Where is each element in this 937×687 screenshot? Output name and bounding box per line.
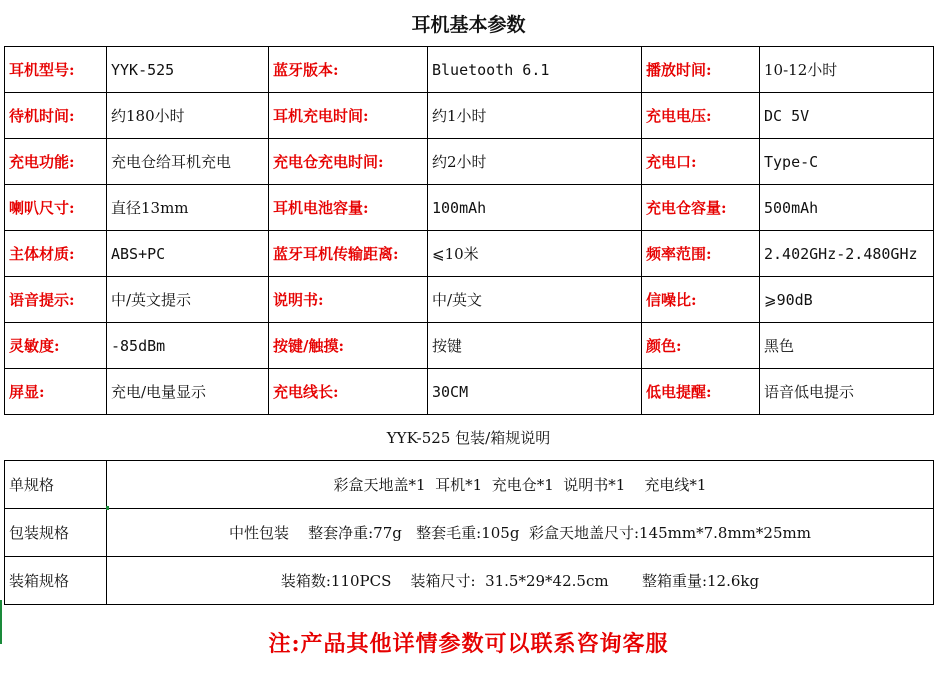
spec-value[interactable]: 约2小时	[428, 139, 642, 185]
spec-label[interactable]: 充电功能:	[5, 139, 107, 185]
spec-label[interactable]: 充电仓容量:	[642, 185, 760, 231]
spec-label[interactable]: 蓝牙版本:	[269, 47, 428, 93]
spec-value[interactable]: 充电仓给耳机充电	[107, 139, 269, 185]
spec-label[interactable]: 播放时间:	[642, 47, 760, 93]
spec-label[interactable]: 充电仓充电时间:	[269, 139, 428, 185]
spec-value[interactable]: DC 5V	[760, 93, 934, 139]
spec-row	[5, 277, 934, 323]
packing-label[interactable]: 装箱规格	[5, 557, 107, 605]
spec-row	[5, 47, 934, 93]
spec-label[interactable]: 频率范围:	[642, 231, 760, 277]
spec-value[interactable]: ABS+PC	[107, 231, 269, 277]
spec-label[interactable]: 灵敏度:	[5, 323, 107, 369]
spec-label[interactable]: 充电口:	[642, 139, 760, 185]
spec-label[interactable]: 充电电压:	[642, 93, 760, 139]
spec-value[interactable]: 中/英文提示	[107, 277, 269, 323]
spec-value[interactable]: ⩾90dB	[760, 277, 934, 323]
spec-value[interactable]: ⩽10米	[428, 231, 642, 277]
spec-label[interactable]: 充电线长:	[269, 369, 428, 415]
spec-value[interactable]: 直径13mm	[107, 185, 269, 231]
spec-row	[5, 323, 934, 369]
spec-row	[5, 185, 934, 231]
packing-row	[5, 509, 934, 557]
spec-row	[5, 369, 934, 415]
spec-label[interactable]: 蓝牙耳机传输距离:	[269, 231, 428, 277]
packing-value[interactable]: 装箱数:110PCS 装箱尺寸: 31.5*29*42.5cm 整箱重量:12.6kg	[107, 557, 934, 605]
spec-value[interactable]: 10-12小时	[760, 47, 934, 93]
spec-value[interactable]: 语音低电提示	[760, 369, 934, 415]
spec-row	[5, 93, 934, 139]
spec-label[interactable]: 喇叭尺寸:	[5, 185, 107, 231]
spec-label[interactable]: 耳机充电时间:	[269, 93, 428, 139]
sheet-title: 耳机基本参数	[4, 0, 933, 47]
spec-value[interactable]: 黑色	[760, 323, 934, 369]
spec-label[interactable]: 语音提示:	[5, 277, 107, 323]
spec-value[interactable]: 约1小时	[428, 93, 642, 139]
packing-value[interactable]: 彩盒天地盖*1 耳机*1 充电仓*1 说明书*1 充电线*1	[107, 461, 934, 509]
spec-value[interactable]: Bluetooth 6.1	[428, 47, 642, 93]
spec-value[interactable]: 中/英文	[428, 277, 642, 323]
packing-table	[4, 460, 934, 605]
spec-table	[4, 46, 934, 415]
spec-label[interactable]: 耳机型号:	[5, 47, 107, 93]
spec-value[interactable]: 约180小时	[107, 93, 269, 139]
spec-label[interactable]: 耳机电池容量:	[269, 185, 428, 231]
spec-label[interactable]: 颜色:	[642, 323, 760, 369]
spec-label[interactable]: 按键/触摸:	[269, 323, 428, 369]
spec-row	[5, 139, 934, 185]
spec-label[interactable]: 待机时间:	[5, 93, 107, 139]
spec-value[interactable]: 按键	[428, 323, 642, 369]
packing-label[interactable]: 包装规格	[5, 509, 107, 557]
spec-value[interactable]: 500mAh	[760, 185, 934, 231]
spec-value[interactable]: 2.402GHz-2.480GHz	[760, 231, 934, 277]
packing-label[interactable]: 单规格	[5, 461, 107, 509]
spec-value[interactable]: -85dBm	[107, 323, 269, 369]
spec-label[interactable]: 说明书:	[269, 277, 428, 323]
spec-value[interactable]: 30CM	[428, 369, 642, 415]
packing-value[interactable]: 中性包装 整套净重:77g 整套毛重:105g 彩盒天地盖尺寸:145mm*7.8mm*25mm	[107, 509, 934, 557]
spec-value[interactable]: 100mAh	[428, 185, 642, 231]
spec-row	[5, 231, 934, 277]
spec-label[interactable]: 主体材质:	[5, 231, 107, 277]
packing-row	[5, 461, 934, 509]
footer-note: 注:产品其他详情参数可以联系咨询客服	[268, 631, 669, 657]
packing-section-title: YYK-525 包装/箱规说明	[4, 414, 933, 461]
spec-label[interactable]: 低电提醒:	[642, 369, 760, 415]
spec-value[interactable]: Type-C	[760, 139, 934, 185]
spec-value[interactable]: 充电/电量显示	[107, 369, 269, 415]
spec-value[interactable]: YYK-525	[107, 47, 269, 93]
spec-label[interactable]: 屏显:	[5, 369, 107, 415]
cell-comment-marker	[106, 506, 109, 510]
spec-label[interactable]: 信噪比:	[642, 277, 760, 323]
row-marker-line	[0, 600, 2, 644]
